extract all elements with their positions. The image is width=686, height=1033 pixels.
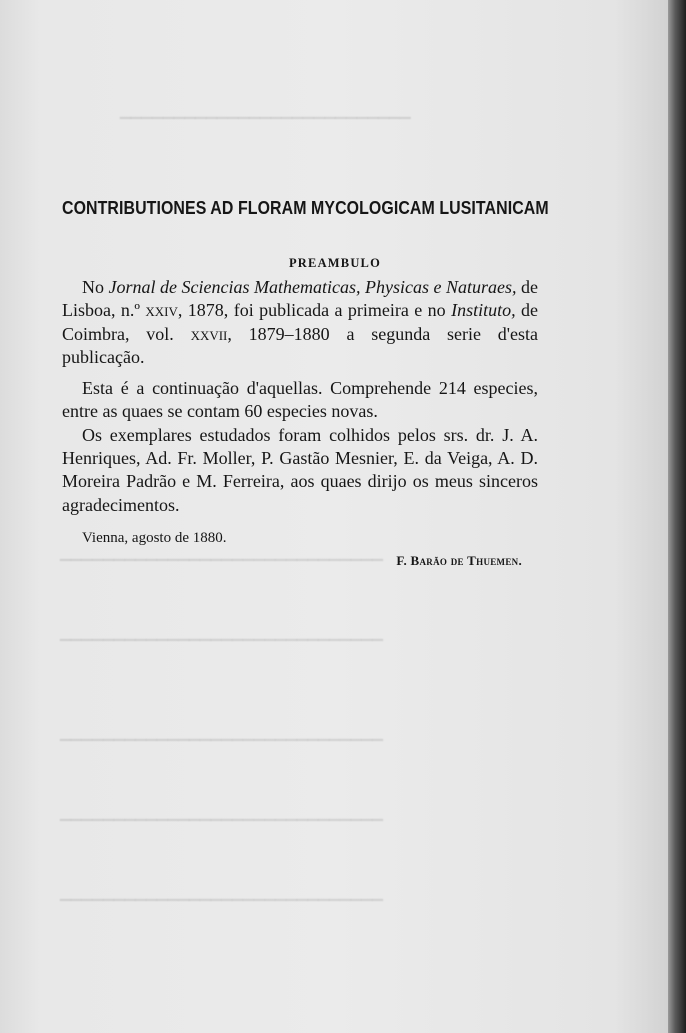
text-run: No xyxy=(82,277,109,297)
section-heading: PREAMBULO xyxy=(288,256,382,270)
volume-number: xxvii xyxy=(190,323,228,344)
show-through-text: ​▔▔▔▔▔▔▔▔▔▔▔▔▔▔▔▔▔▔▔▔▔▔▔▔▔▔▔▔▔▔ xyxy=(60,820,383,836)
show-through-text: ​▔▔▔▔▔▔▔▔▔▔▔▔▔▔▔▔▔▔▔▔▔▔▔▔▔▔▔▔▔▔ xyxy=(60,560,383,576)
text-run: , 1878, foi publicada a primeira e no xyxy=(177,300,452,321)
show-through-text: ​▔▔▔▔▔▔▔▔▔▔▔▔▔▔▔▔▔▔▔▔▔▔▔▔▔▔▔▔▔▔ xyxy=(60,900,383,916)
place-date: Vienna, agosto de 1880. xyxy=(82,529,227,546)
author-name: F. Barão de Thuemen. xyxy=(396,552,522,568)
text-run: , 1879–1880 a segunda serie d'esta publicação. xyxy=(62,323,538,367)
paragraph-3: Os exemplares estudados foram colhidos pelos srs. dr. J. A. Henriques, Ad. Fr. Moller, P. Gastão Mesnier, E. da Veiga, A. D. Moreira Padrão e M. Ferreira, aos quaes dirijo os meus sinceros agradecimentos. xyxy=(62,424,538,515)
text-run: de Coimbra, vol. xyxy=(62,300,538,344)
journal-title: Jornal de Sciencias Mathematicas, Physicas e Naturaes, xyxy=(108,277,517,297)
text-run: de Lisboa, n.º xyxy=(62,277,538,321)
volume-number: xxiv xyxy=(145,300,178,321)
document-body xyxy=(62,196,549,569)
book-spine-edge xyxy=(668,0,686,1033)
show-through-text: ​▔▔▔▔▔▔▔▔▔▔▔▔▔▔▔▔▔▔▔▔▔▔▔▔▔▔▔ xyxy=(120,118,411,134)
author-signature xyxy=(62,553,538,569)
journal-title: Instituto, xyxy=(451,300,516,321)
show-through-text: ​▔▔▔▔▔▔▔▔▔▔▔▔▔▔▔▔▔▔▔▔▔▔▔▔▔▔▔▔▔▔ xyxy=(60,640,383,656)
show-through-text: ​▔▔▔▔▔▔▔▔▔▔▔▔▔▔▔▔▔▔▔▔▔▔▔▔▔▔▔▔▔▔ xyxy=(60,740,383,756)
paragraph-1 xyxy=(62,276,538,369)
paragraph-2: Esta é a continuação d'aquellas. Comprehende 214 especies, entre as quaes se contam 60 especies novas. xyxy=(62,378,538,422)
document-title: CONTRIBUTIONES AD FLORAM MYCOLOGICAM LUSITANICAM xyxy=(62,197,549,218)
